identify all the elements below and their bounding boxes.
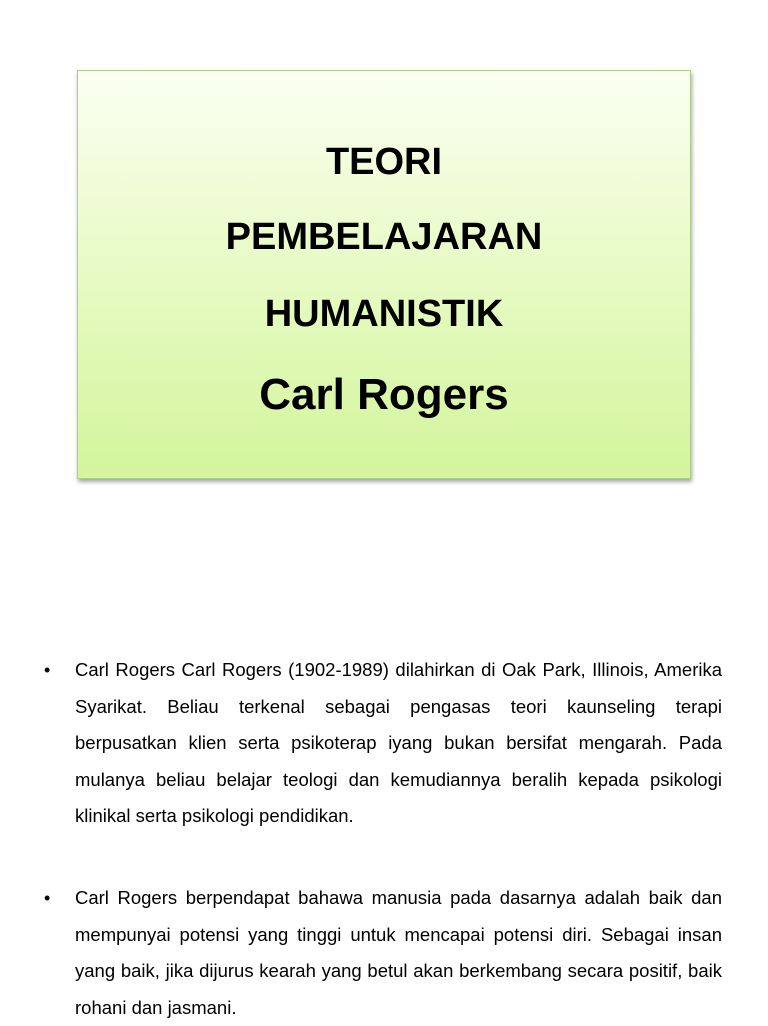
bullet-dot-icon: • bbox=[44, 888, 51, 908]
title-line-1: TEORI bbox=[325, 141, 443, 183]
bullet-item-1 bbox=[44, 652, 722, 835]
title-box bbox=[77, 70, 691, 479]
title-line-3: HUMANISTIK bbox=[264, 293, 504, 335]
bullet-dot-icon: • bbox=[44, 660, 51, 680]
title-author: Carl Rogers bbox=[259, 370, 509, 419]
bullet-item-2 bbox=[44, 880, 722, 1026]
bullet-text-1: Carl Rogers Carl Rogers (1902-1989) dilahirkan di Oak Park, Illinois, Amerika Syarikat. Beliau terkenal sebagai pengasas teori kaunseling terapi berpusatkan klien serta psikoterap iyang bukan bersifat mengarah. Pada mulanya beliau belajar teologi dan kemudiannya beralih kepada psikologi klinikal serta psikologi pendidikan. bbox=[75, 659, 722, 827]
title-line-2: PEMBELAJARAN bbox=[225, 216, 543, 258]
bullet-text-2: Carl Rogers berpendapat bahawa manusia pada dasarnya adalah baik dan mempunyai potensi yang tinggi untuk mencapai potensi diri. Sebagai insan yang baik, jika dijurus kearah yang betul akan berkembang secara positif, baik rohani dan jasmani. bbox=[75, 887, 722, 1018]
